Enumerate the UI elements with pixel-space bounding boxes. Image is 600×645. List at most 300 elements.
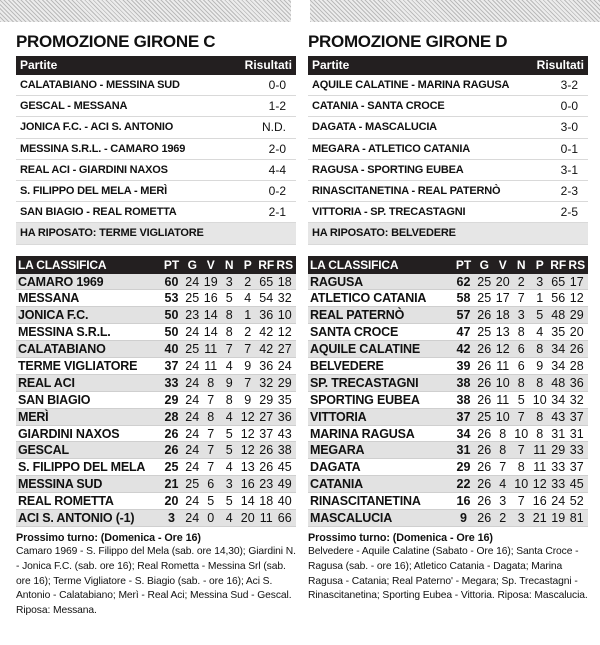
- stat-pt: 31: [456, 443, 471, 458]
- stat-g: 26: [477, 443, 492, 458]
- standings-row: [308, 290, 588, 307]
- matches-header: [308, 56, 588, 75]
- stat-p: 8: [536, 342, 544, 357]
- stat-p: 4: [536, 325, 544, 340]
- column-header-p: P: [243, 257, 252, 272]
- stat-p: 9: [536, 358, 544, 373]
- results-header-label: Risultati: [536, 58, 584, 72]
- top-hatch-band-left: [0, 0, 291, 22]
- stat-rf: 32: [259, 375, 274, 390]
- stat-g: 26: [477, 392, 492, 407]
- stat-rf: 24: [551, 494, 566, 509]
- standings-row: [16, 459, 296, 476]
- match-teams: AQUILE CALATINE - MARINA RAGUSA: [312, 79, 510, 91]
- stat-g: 26: [477, 460, 492, 475]
- stat-rs: 29: [569, 308, 584, 323]
- stat-p: 1: [536, 291, 544, 306]
- stat-p: 8: [536, 375, 544, 390]
- next-round-label: Prossimo turno: (Domenica - Ore 16): [16, 531, 201, 544]
- rest-row: [308, 223, 588, 244]
- stat-p: 9: [244, 392, 252, 407]
- stat-rs: 17: [569, 274, 584, 289]
- team-name: MERÌ: [18, 409, 49, 424]
- stat-rs: 49: [277, 477, 292, 492]
- stat-rs: 43: [277, 426, 292, 441]
- stat-v: 11: [204, 342, 218, 357]
- stat-v: 3: [499, 494, 507, 509]
- stat-rf: 26: [259, 460, 274, 475]
- stat-p: 13: [240, 460, 255, 475]
- stat-pt: 62: [456, 274, 471, 289]
- stat-rs: 12: [569, 291, 584, 306]
- matches-header: [16, 56, 296, 75]
- team-name: AQUILE CALATINE: [310, 342, 420, 357]
- stat-p: 1: [244, 308, 252, 323]
- stat-rs: 36: [569, 375, 584, 390]
- stat-pt: 57: [456, 308, 471, 323]
- column-header-n: N: [516, 257, 526, 272]
- team-name: REAL ACI: [18, 375, 75, 390]
- match-teams: GESCAL - MESSANA: [20, 100, 128, 113]
- team-name: REAL ROMETTA: [18, 494, 114, 509]
- stat-g: 24: [185, 443, 200, 458]
- stat-g: 26: [477, 477, 492, 492]
- stat-n: 5: [225, 291, 233, 306]
- column-header-n: N: [224, 257, 234, 272]
- stat-p: 2: [244, 325, 252, 340]
- stat-rs: 26: [569, 342, 584, 357]
- match-row: [308, 96, 588, 117]
- match-row: [16, 139, 296, 160]
- stat-pt: 58: [456, 291, 471, 306]
- column-header-rf: RF: [258, 257, 275, 272]
- stat-rf: 35: [551, 325, 566, 340]
- stat-v: 18: [495, 308, 510, 323]
- stat-rf: 34: [551, 342, 566, 357]
- team-name: BELVEDERE: [310, 358, 384, 373]
- stat-p: 5: [536, 308, 544, 323]
- stat-p: 7: [244, 342, 252, 357]
- match-row: [16, 75, 296, 96]
- stat-pt: 50: [164, 308, 179, 323]
- team-name: MARINA RAGUSA: [310, 426, 415, 441]
- standings-row: [16, 476, 296, 493]
- stat-v: 16: [203, 291, 218, 306]
- stat-v: 10: [495, 375, 510, 390]
- stat-v: 8: [499, 443, 507, 458]
- stat-rf: 29: [551, 443, 566, 458]
- match-teams: REAL ACI - GIARDINI NAXOS: [20, 163, 168, 176]
- stat-rs: 36: [277, 409, 292, 424]
- stat-rf: 48: [551, 375, 566, 390]
- stat-g: 26: [477, 308, 492, 323]
- standings-row: [308, 341, 588, 358]
- match-result: 4-4: [268, 162, 286, 177]
- stat-rf: 65: [551, 274, 566, 289]
- team-name: MESSANA: [18, 291, 80, 306]
- column-header-g: G: [479, 257, 489, 272]
- stat-g: 26: [477, 426, 492, 441]
- stat-v: 20: [495, 274, 510, 289]
- stat-n: 7: [517, 443, 525, 458]
- match-teams: RAGUSA - SPORTING EUBEA: [312, 163, 464, 176]
- stat-p: 16: [532, 494, 547, 509]
- stat-p: 21: [532, 510, 547, 525]
- stat-g: 24: [185, 358, 200, 373]
- stat-g: 24: [185, 409, 200, 424]
- stat-pt: 42: [456, 342, 471, 357]
- match-result: 0-0: [268, 78, 286, 92]
- stat-n: 3: [225, 477, 233, 492]
- stat-g: 26: [477, 375, 492, 390]
- team-name: RINASCITANETINA: [310, 494, 421, 509]
- team-name: ATLETICO CATANIA: [310, 291, 427, 306]
- stat-g: 26: [477, 494, 492, 509]
- standings-row: [16, 409, 296, 426]
- stat-pt: 26: [164, 426, 179, 441]
- stat-rf: 23: [259, 477, 274, 492]
- match-teams: DAGATA - MASCALUCIA: [312, 121, 437, 134]
- stat-n: 3: [225, 274, 233, 289]
- match-teams: VITTORIA - SP. TRECASTAGNI: [312, 206, 466, 219]
- stat-p: 4: [244, 291, 252, 306]
- standings-header: [16, 256, 296, 274]
- team-name: REAL PATERNÒ: [310, 308, 405, 323]
- stat-rs: 52: [569, 494, 584, 509]
- stat-rf: 42: [259, 325, 274, 340]
- stat-rf: 27: [259, 409, 274, 424]
- stat-g: 25: [477, 409, 492, 424]
- standings-row: [16, 375, 296, 392]
- stat-v: 17: [495, 291, 510, 306]
- stat-p: 12: [240, 426, 255, 441]
- column-header-rf: RF: [550, 257, 567, 272]
- stat-g: 24: [185, 460, 200, 475]
- stat-v: 7: [499, 460, 507, 475]
- standings-title: LA CLASSIFICA: [310, 257, 399, 272]
- match-result: 2-1: [268, 205, 286, 220]
- stat-pt: 26: [164, 443, 179, 458]
- standings-row: [16, 290, 296, 307]
- match-result: 2-0: [268, 141, 286, 156]
- team-name: MASCALUCIA: [310, 510, 393, 525]
- stat-rs: 24: [277, 358, 292, 373]
- stat-pt: 9: [460, 510, 467, 525]
- stat-v: 11: [496, 358, 510, 373]
- stat-g: 26: [477, 510, 492, 525]
- match-result: 1-2: [268, 99, 286, 114]
- stat-v: 8: [499, 426, 507, 441]
- stat-pt: 37: [456, 409, 471, 424]
- stat-rf: 34: [551, 392, 566, 407]
- stat-v: 5: [207, 494, 215, 509]
- match-row: [308, 160, 588, 181]
- stat-rs: 12: [277, 325, 292, 340]
- stat-pt: 3: [168, 510, 175, 525]
- stat-rs: 35: [277, 392, 292, 407]
- match-result: 0-1: [560, 141, 578, 156]
- column-header-v: V: [206, 257, 215, 272]
- next-round-fixtures: Camaro 1969 - S. Filippo del Mela (sab. ore 14,30); Giardini N. - Jonica F.C. (sab. ore 16); Real Rometta - Messina Srl (sab. ore 16); Terme Vigliatore - S. Biagio (sab. - ore 16); Aci S. Antonio - Calatabiano; Merì - Real Aci; Messina Sud - Gescal. Riposa: Messana.: [16, 546, 296, 616]
- stat-pt: 37: [164, 358, 179, 373]
- stat-v: 7: [207, 392, 215, 407]
- column-header-rs: RS: [276, 257, 294, 272]
- standings-row: [16, 324, 296, 341]
- stat-rs: 27: [277, 342, 292, 357]
- standings-row: [308, 442, 588, 459]
- standings-row: [308, 426, 588, 443]
- stat-v: 7: [207, 426, 215, 441]
- stat-v: 14: [203, 325, 218, 340]
- match-teams: SAN BIAGIO - REAL ROMETTA: [20, 206, 177, 219]
- stat-v: 12: [495, 342, 510, 357]
- stat-p: 11: [533, 460, 547, 475]
- section-title: PROMOZIONE GIRONE C: [16, 32, 216, 51]
- team-name: S. FILIPPO DEL MELA: [18, 460, 146, 475]
- stat-pt: 33: [164, 375, 179, 390]
- team-name: MESSINA S.R.L.: [18, 325, 111, 340]
- team-name: ACI S. ANTONIO (-1): [18, 510, 135, 525]
- standings-row: [16, 274, 296, 291]
- stat-n: 10: [514, 477, 529, 492]
- match-row: [308, 181, 588, 202]
- stat-v: 8: [207, 375, 215, 390]
- stat-n: 5: [225, 443, 233, 458]
- stat-g: 24: [185, 494, 200, 509]
- stat-rs: 32: [277, 291, 292, 306]
- stat-pt: 21: [164, 477, 179, 492]
- standings-row: [16, 307, 296, 324]
- stat-n: 5: [225, 426, 233, 441]
- stat-p: 12: [240, 443, 255, 458]
- team-name: JONICA F.C.: [18, 308, 89, 323]
- match-result: 2-3: [560, 183, 578, 198]
- stat-p: 8: [536, 409, 544, 424]
- stat-pt: 25: [164, 460, 179, 475]
- match-teams: MESSINA S.R.L. - CAMARO 1969: [20, 142, 186, 155]
- stat-pt: 20: [164, 494, 179, 509]
- column-header-rs: RS: [568, 257, 586, 272]
- stat-n: 8: [517, 325, 525, 340]
- stat-rs: 40: [277, 494, 292, 509]
- team-name: SAN BIAGIO: [18, 392, 91, 407]
- match-result: 3-1: [560, 162, 578, 177]
- stat-pt: 47: [456, 325, 471, 340]
- stat-p: 20: [240, 510, 255, 525]
- results-header-label: Risultati: [244, 58, 292, 72]
- stat-v: 10: [495, 409, 510, 424]
- stat-rs: 28: [569, 358, 584, 373]
- stat-n: 10: [514, 426, 529, 441]
- next-round-label: Prossimo turno: (Domenica - Ore 16): [308, 531, 493, 544]
- stat-rf: 54: [259, 291, 274, 306]
- stat-n: 4: [225, 358, 233, 373]
- standings-row: [308, 409, 588, 426]
- stat-v: 6: [207, 477, 215, 492]
- stat-pt: 50: [164, 325, 179, 340]
- stat-pt: 16: [456, 494, 471, 509]
- rest-row: [16, 223, 296, 244]
- team-name: TERME VIGLIATORE: [18, 358, 138, 373]
- stat-p: 9: [244, 358, 252, 373]
- stat-v: 13: [495, 325, 510, 340]
- stat-v: 7: [207, 443, 215, 458]
- match-result: 0-2: [268, 183, 286, 198]
- match-row: [308, 202, 588, 223]
- stat-v: 11: [496, 392, 510, 407]
- team-name: SANTA CROCE: [310, 325, 399, 340]
- stat-g: 25: [185, 291, 200, 306]
- stat-rf: 26: [259, 443, 274, 458]
- stat-rf: 36: [259, 308, 274, 323]
- match-row: [308, 117, 588, 138]
- match-result: 2-5: [560, 205, 578, 220]
- stat-pt: 34: [456, 426, 471, 441]
- standings-row: [308, 510, 588, 527]
- match-row: [308, 75, 588, 96]
- stat-rs: 31: [569, 426, 584, 441]
- match-teams: MEGARA - ATLETICO CATANIA: [312, 142, 470, 155]
- stat-n: 2: [517, 274, 525, 289]
- stat-g: 25: [477, 274, 492, 289]
- stat-rf: 29: [259, 392, 274, 407]
- stat-v: 19: [203, 274, 218, 289]
- stat-n: 7: [517, 409, 525, 424]
- stat-g: 24: [185, 510, 200, 525]
- stat-n: 7: [517, 291, 525, 306]
- stat-g: 24: [185, 325, 200, 340]
- standings-row: [16, 358, 296, 375]
- match-teams: CALATABIANO - MESSINA SUD: [20, 79, 180, 91]
- match-row: [16, 96, 296, 117]
- stat-rf: 19: [551, 510, 566, 525]
- stat-n: 4: [225, 460, 233, 475]
- standings-row: [16, 341, 296, 358]
- match-result: N.D.: [262, 120, 286, 135]
- team-name: MESSINA SUD: [18, 477, 103, 492]
- stat-rf: 42: [259, 342, 274, 357]
- standings-row: [308, 307, 588, 324]
- stat-rs: 33: [569, 443, 584, 458]
- stat-n: 9: [225, 375, 233, 390]
- stat-p: 11: [533, 443, 547, 458]
- standings-row: [16, 510, 296, 527]
- stat-p: 14: [240, 494, 255, 509]
- stat-v: 4: [499, 477, 507, 492]
- stat-rs: 37: [569, 409, 584, 424]
- standings-row: [16, 426, 296, 443]
- stat-pt: 60: [164, 274, 179, 289]
- match-result: 3-2: [560, 78, 578, 92]
- column-header-pt: PT: [455, 257, 472, 272]
- stat-n: 5: [517, 392, 525, 407]
- girone-d-column: [308, 30, 588, 604]
- next-round-fixtures: Belvedere - Aquile Calatine (Sabato - Ore 16); Santa Croce - Ragusa (sab. - ore 16); Atletico Catania - Dagata; Marina Ragusa - Catania; Real Paterno' - Megara; Sp. Trecastagni - Rinascitanetina; Sporting Eubea - Vittoria. Riposa: Mascalucia.: [308, 546, 588, 602]
- match-result: 3-0: [560, 120, 578, 135]
- stat-n: 7: [517, 494, 525, 509]
- stat-p: 2: [244, 274, 252, 289]
- team-name: MEGARA: [310, 443, 365, 458]
- standings-row: [308, 392, 588, 409]
- stat-g: 24: [185, 375, 200, 390]
- standings-table: [16, 256, 296, 527]
- standings-row: [308, 274, 588, 291]
- stat-rs: 37: [569, 460, 584, 475]
- stat-n: 8: [517, 460, 525, 475]
- stat-rf: 34: [551, 358, 566, 373]
- stat-g: 25: [185, 477, 200, 492]
- team-name: SP. TRECASTAGNI: [310, 375, 419, 390]
- matches-header-label: Partite: [20, 58, 58, 72]
- stat-rs: 38: [277, 443, 292, 458]
- team-name: VITTORIA: [310, 409, 367, 424]
- stat-n: 4: [225, 409, 233, 424]
- match-row: [16, 202, 296, 223]
- stat-rs: 20: [569, 325, 584, 340]
- column-header-v: V: [498, 257, 507, 272]
- stat-n: 3: [517, 510, 525, 525]
- stat-rf: 33: [551, 460, 566, 475]
- stat-rs: 29: [277, 375, 292, 390]
- stat-g: 25: [477, 291, 492, 306]
- stat-n: 8: [225, 392, 233, 407]
- stat-rs: 18: [277, 274, 292, 289]
- stat-pt: 53: [164, 291, 179, 306]
- stat-n: 8: [225, 308, 233, 323]
- team-name: SPORTING EUBEA: [310, 392, 420, 407]
- stat-g: 23: [185, 308, 200, 323]
- stat-v: 14: [203, 308, 218, 323]
- match-teams: RINASCITANETINA - REAL PATERNÒ: [312, 184, 501, 197]
- stat-v: 7: [207, 460, 215, 475]
- stat-rf: 37: [259, 426, 274, 441]
- stat-p: 12: [532, 477, 547, 492]
- standings-row: [308, 358, 588, 375]
- standings-row: [308, 476, 588, 493]
- stat-p: 8: [536, 426, 544, 441]
- match-row: [16, 181, 296, 202]
- standings-table: [308, 256, 588, 527]
- standings-row: [16, 442, 296, 459]
- stat-g: 26: [477, 342, 492, 357]
- standings-title: LA CLASSIFICA: [18, 257, 107, 272]
- stat-p: 7: [244, 375, 252, 390]
- stat-pt: 22: [456, 477, 471, 492]
- stat-rs: 32: [569, 392, 584, 407]
- stat-g: 25: [477, 325, 492, 340]
- match-row: [16, 160, 296, 181]
- stat-rf: 11: [259, 510, 273, 525]
- stat-g: 24: [185, 274, 200, 289]
- team-name: CAMARO 1969: [18, 274, 104, 289]
- team-name: DAGATA: [310, 460, 361, 475]
- match-row: [308, 139, 588, 160]
- team-name: CATANIA: [310, 477, 363, 492]
- team-name: GESCAL: [18, 443, 69, 458]
- standings-row: [16, 392, 296, 409]
- stat-g: 26: [477, 358, 492, 373]
- rest-team: HA RIPOSATO: TERME VIGLIATORE: [20, 227, 204, 240]
- stat-n: 7: [225, 342, 233, 357]
- girone-c-column: [16, 30, 296, 618]
- team-name: CALATABIANO: [18, 342, 106, 357]
- stat-rs: 10: [277, 308, 292, 323]
- stat-n: 8: [517, 375, 525, 390]
- stat-rs: 66: [277, 510, 292, 525]
- stat-n: 4: [225, 510, 233, 525]
- stat-pt: 38: [456, 375, 471, 390]
- match-teams: JONICA F.C. - ACI S. ANTONIO: [20, 121, 174, 134]
